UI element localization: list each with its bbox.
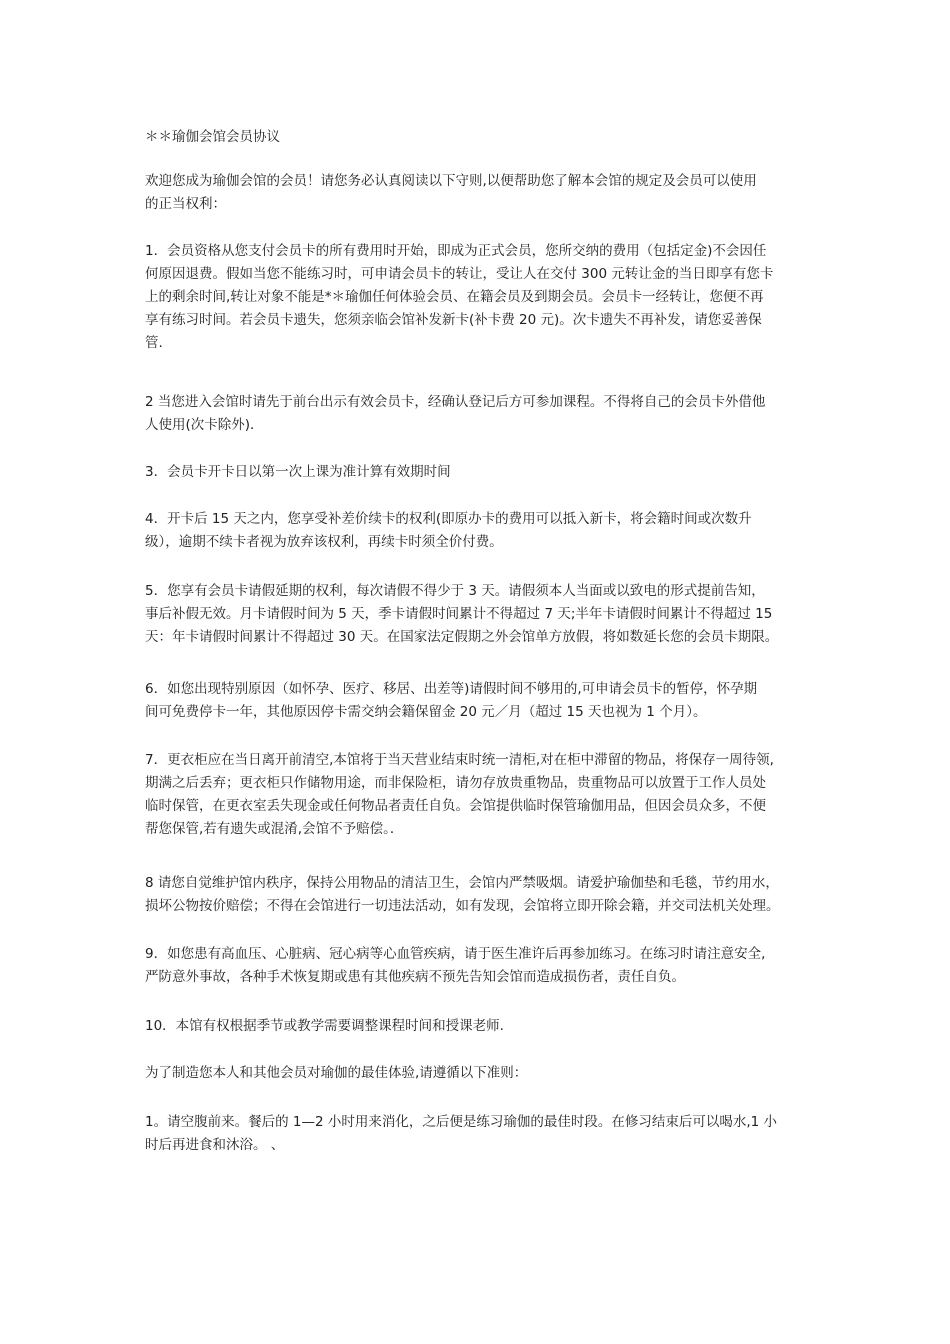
text-line: 8 请您自觉维护馆内秩序，保持公用物品的清洁卫生，会馆内严禁吸烟。请爱护瑜伽垫和毛毯，节约用水，	[145, 875, 779, 891]
text-line: 严防意外事故，各种手术恢复期或患有其他疾病不预先告知会馆而造成损伤者，责任自负。	[145, 969, 685, 985]
guidelines-intro	[145, 1062, 527, 1085]
document-title: ＊＊瑜伽会馆会员协议	[145, 129, 280, 145]
text-line: 时后再进食和沐浴。 、	[145, 1137, 285, 1153]
text-line: 7．更衣柜应在当日离开前清空,本馆将于当天营业结束时统一清柜,对在柜中滞留的物品，将保存一周待领,	[145, 752, 774, 768]
text-line: 4．开卡后 15 天之内，您享受补差价续卡的权利(即原办卡的费用可以抵入新卡，将会籍时间或次数升	[145, 511, 752, 527]
text-line: 5．您享有会员卡请假延期的权利，每次请假不得少于 3 天。请假须本人当面或以致电的形式提前告知，	[145, 583, 765, 599]
text-line: 3．会员卡开卡日以第一次上课为准计算有效期时间	[145, 464, 451, 480]
text-line: 事后补假无效。月卡请假时间为 5 天，季卡请假时间累计不得超过 7 天;半年卡请假时间累计不得超过 15	[145, 606, 773, 622]
guideline-1	[145, 1111, 777, 1157]
text-line: 1。请空腹前来。餐后的 1—2 小时用来消化，之后便是练习瑜伽的最佳时段。在修习结束后可以喝水,1 小	[145, 1114, 778, 1130]
rule-9	[145, 943, 765, 989]
rule-7	[145, 749, 774, 841]
rule-4	[145, 508, 752, 554]
text-line: 10．本馆有权根据季节或教学需要调整课程时间和授课老师.	[145, 1018, 504, 1034]
intro-paragraph	[145, 170, 757, 216]
text-line: 管.	[145, 335, 163, 351]
text-line: 期满之后丢弃；更衣柜只作储物用途，而非保险柜，请勿存放贵重物品，贵重物品可以放置于工作人员处	[145, 775, 766, 791]
text-line: 帮您保管,若有遗失或混淆,会馆不予赔偿。．	[145, 821, 404, 837]
text-line: 享有练习时间。若会员卡遗失，您须亲临会馆补发新卡(补卡费 20 元)。次卡遗失不再补发，请您妥善保	[145, 312, 762, 328]
text-line: 6．如您出现特别原因（如怀孕、医疗、移居、出差等)请假时间不够用的,可申请会员卡的暂停，怀孕期	[145, 681, 758, 697]
rule-5	[145, 580, 778, 649]
text-line: 为了制造您本人和其他会员对瑜伽的最佳体验,请遵循以下准则：	[145, 1065, 528, 1081]
text-line: 何原因退费。假如当您不能练习时，可申请会员卡的转让，受让人在交付 300 元转让金的当日即享有您卡	[145, 266, 774, 282]
text-line: 上的剩余时间,转让对象不能是*＊瑜伽任何体验会员、在籍会员及到期会员。会员卡一经转让，您便不再	[145, 289, 764, 305]
text-line: 欢迎您成为瑜伽会馆的会员！请您务必认真阅读以下守则,以便帮助您了解本会馆的规定及会员可以使用	[145, 173, 757, 189]
text-line: 级），逾期不续卡者视为放弃该权利，再续卡时须全价付费。	[145, 534, 503, 550]
text-line: 9．如您患有高血压、心脏病、冠心病等心血管疾病，请于医生准许后再参加练习。在练习时请注意安全,	[145, 946, 766, 962]
text-line: 1．会员资格从您支付会员卡的所有费用时开始，即成为正式会员，您所交纳的费用（包括定金)不会因任	[145, 243, 767, 259]
text-line: 人使用(次卡除外)．	[145, 417, 264, 433]
rule-2	[145, 391, 765, 437]
text-line: 间可免费停卡一年，其他原因停卡需交纳会籍保留金 20 元／月（超过 15 天也视为 1 个月）。	[145, 704, 707, 720]
text-line: 临时保管，在更衣室丢失现金或任何物品者责任自负。会馆提供临时保管瑜伽用品，但因会员众多，不便	[145, 798, 766, 814]
rule-3	[145, 461, 451, 484]
rule-10	[145, 1015, 504, 1038]
text-line: 损坏公物按价赔偿；不得在会馆进行一切违法活动，如有发现，会馆将立即开除会籍，并交司法机关处理。	[145, 898, 780, 914]
rule-6	[145, 678, 757, 724]
text-line: 天：年卡请假时间累计不得超过 30 天。在国家法定假期之外会馆单方放假，将如数延长您的会员卡期限。	[145, 629, 779, 645]
rule-8	[145, 872, 780, 918]
text-line: 的正当权利：	[145, 196, 226, 212]
rule-1	[145, 240, 773, 355]
text-line: 2 当您进入会馆时请先于前台出示有效会员卡，经确认登记后方可参加课程。不得将自己的会员卡外借他	[145, 394, 766, 410]
